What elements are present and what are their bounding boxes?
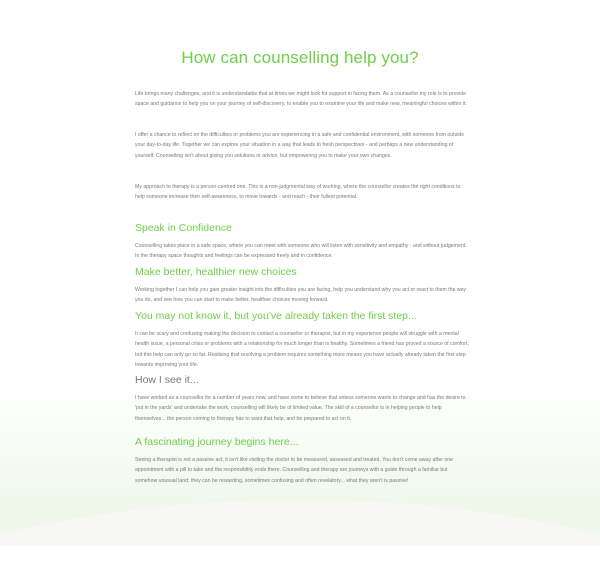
section-text: Working together I can help you gain greater insight into the difficulties you are facing, help you understand why you act or react to them the way you do, and see how you can start to make better, healthier choices moving forward. xyxy=(135,287,467,304)
section-speak-in-confidence xyxy=(135,222,470,262)
intro-paragraph-1 xyxy=(135,89,470,110)
section-text: I have worked as a counsellor for a number of years now, and have come to believe that unless someone wants to change and has the desire to 'put in the yards' and undertake the work, counselling will likely be of limited value. The skill of a counsellor is in helping people to help themselves... the person coming to therapy has to want that help, and be prepared to act on it. xyxy=(135,395,466,422)
section-fascinating-journey xyxy=(135,436,470,486)
section-heading: Speak in Confidence xyxy=(135,222,232,234)
section-healthier-choices xyxy=(135,266,470,306)
page-title: How can counselling help you? xyxy=(181,48,419,67)
bottom-strip xyxy=(0,546,600,583)
intro-paragraph-3 xyxy=(135,182,470,203)
section-text: Counselling takes place in a safe space, where you can meet with someone who will listen with sensitivity and empathy - and without judgement. In the therapy space thoughts and feelings can be expressed freely and in confidence. xyxy=(135,243,467,260)
section-how-i-see-it xyxy=(135,374,470,424)
section-heading: Make better, healthier new choices xyxy=(135,266,297,278)
section-heading: How I see it... xyxy=(135,374,199,386)
section-heading: You may not know it, but you've already taken the first step... xyxy=(135,310,417,322)
section-text: It can be scary and confusing making the decision to contact a counsellor or therapist, but in my experience people will struggle with a mental health issue, a personal crisis or problems with a relationship for much longer than is healthy. Sometimes a friend has proved a source of comfort, but this help can only go so far. Realising that resolving a problem requires something more means you have actually already taken the first step towards improving your life. xyxy=(135,331,469,369)
section-heading: A fascinating journey begins here... xyxy=(135,436,299,448)
intro-paragraph-2 xyxy=(135,130,470,161)
section-text: Seeing a therapist is not a passive act, it isn't like visiting the doctor to be measured, assessed and treated. You don't come away after one appointment with a pill to take and the responsibility ends there. Counselling and therapy are journeys with a guide through a familiar but somehow unusual land; they can be rewarding, sometimes confusing and often revelatory... what they aren't is passive! xyxy=(135,457,454,484)
intro-text: My approach to therapy is a person-centred one. This is a non-judgmental way of working, where the counsellor creates the right conditions to help someone increase their self-awareness, to move towards - and reach - their fullest potential. xyxy=(135,184,461,201)
intro-text: I offer a chance to reflect on the difficulties or problems you are experiencing in a safe and confidential environment, with someone from outside your day-to-day life. Together we can explore your situation in a way that leads to fresh perspectives - and perhaps a new understanding of yourself. Counselling isn't about giving you solutions or advice, but empowering you to make your own changes. xyxy=(135,132,465,159)
intro-text: Life brings many challenges, and it is understandable that at times we might look for support in facing them. As a counsellor my role is to provide space and guidance to help you on your journey of self-discovery, to enable you to examine your life and make new, meaningful choices within it. xyxy=(135,91,467,108)
section-first-step xyxy=(135,310,470,371)
